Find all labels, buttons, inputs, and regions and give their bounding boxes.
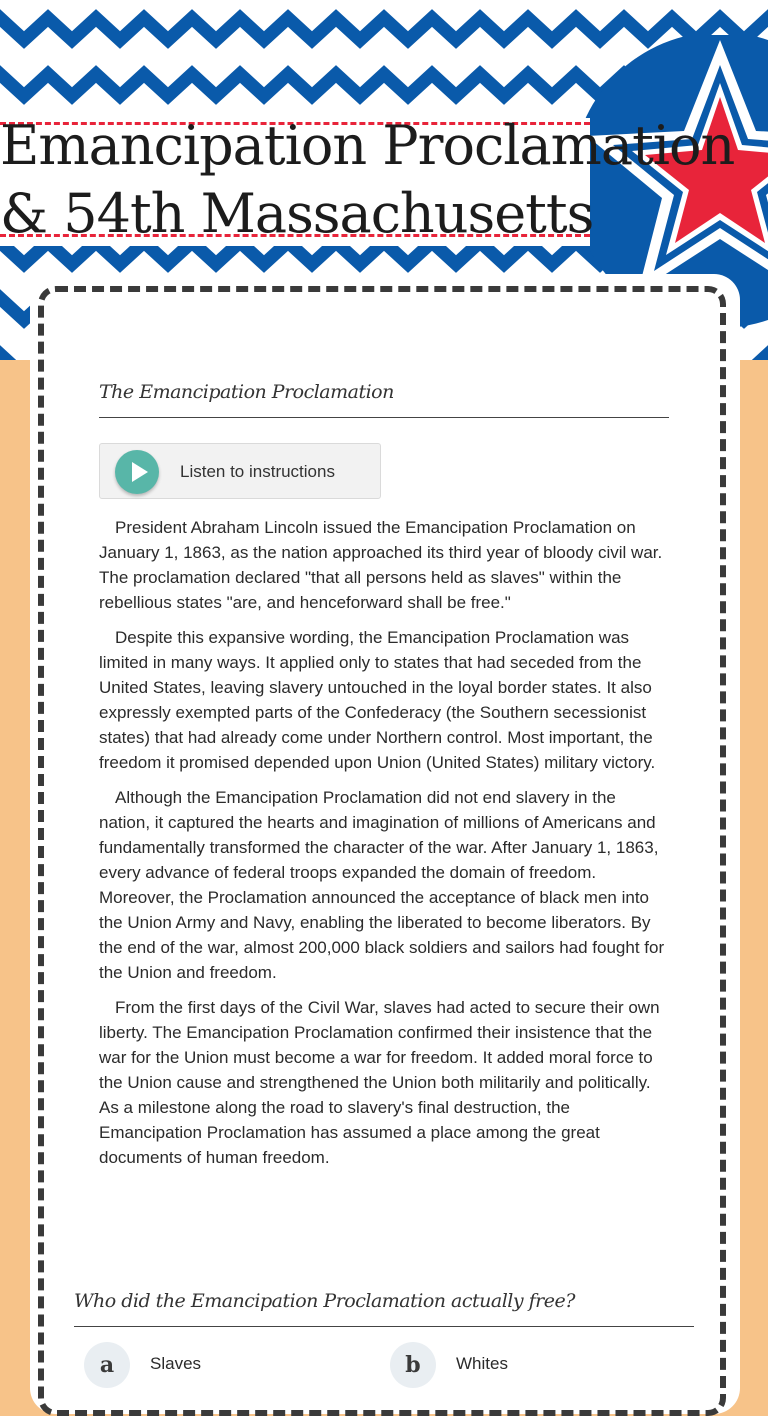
section-rule [99,417,669,418]
question-prompt: Who did the Emancipation Proclamation actually free? [74,1290,575,1312]
page-title: Emancipation Proclamation & 54th Massachusetts [0,114,735,245]
question-rule [74,1326,694,1327]
passage-paragraph: From the first days of the Civil War, slaves had acted to secure their own liberty. The Emancipation Proclamation confirmed their insistence that the war for the Union must become a war for freedom. It added moral force to the Union cause and strengthened the Union both militarily and politically. As a milestone along the road to slavery's final destruction, the Emancipation Proclamation has assumed a place among the great documents of human freedom. [99,998,660,1167]
choice-label: Slaves [150,1354,202,1373]
choice-letter: b [390,1342,436,1388]
section-title: The Emancipation Proclamation [99,381,394,403]
listen-to-instructions-button[interactable] [99,443,381,499]
passage-paragraph: Although the Emancipation Proclamation did not end slavery in the nation, it captured the hearts and imagination of millions of Americans and fundamentally transformed the character of the war. After January 1, 1863, every advance of federal troops expanded the domain of freedom. Moreover, the Proclamation announced the acceptance of black men into the Union Army and Navy, enabling the liberated to become liberators. By the end of the war, almost 200,000 black soldiers and sailors had fought for the Union and freedom. [99,788,665,982]
choice-b[interactable] [390,1342,650,1392]
choice-letter: a [84,1342,130,1388]
choice-label: Whites [456,1354,508,1373]
choice-a[interactable] [84,1342,344,1392]
passage-paragraph: Despite this expansive wording, the Emancipation Proclamation was limited in many ways. It applied only to states that had seceded from the United States, leaving slavery untouched in the loyal border states. It also expressly exempted parts of the Confederacy (the Southern secessionist states) that had already come under Northern control. Most important, the freedom it promised depended upon Union (United States) military victory. [99,628,656,772]
listen-label: Listen to instructions [180,462,335,481]
passage-paragraph: President Abraham Lincoln issued the Emancipation Proclamation on January 1, 1863, as the nation approached its third year of bloody civil war. The proclamation declared "that all persons held as slaves" within the rebellious states "are, and henceforward shall be free." [99,518,663,612]
reading-passage [99,515,671,1180]
play-icon [115,450,159,494]
